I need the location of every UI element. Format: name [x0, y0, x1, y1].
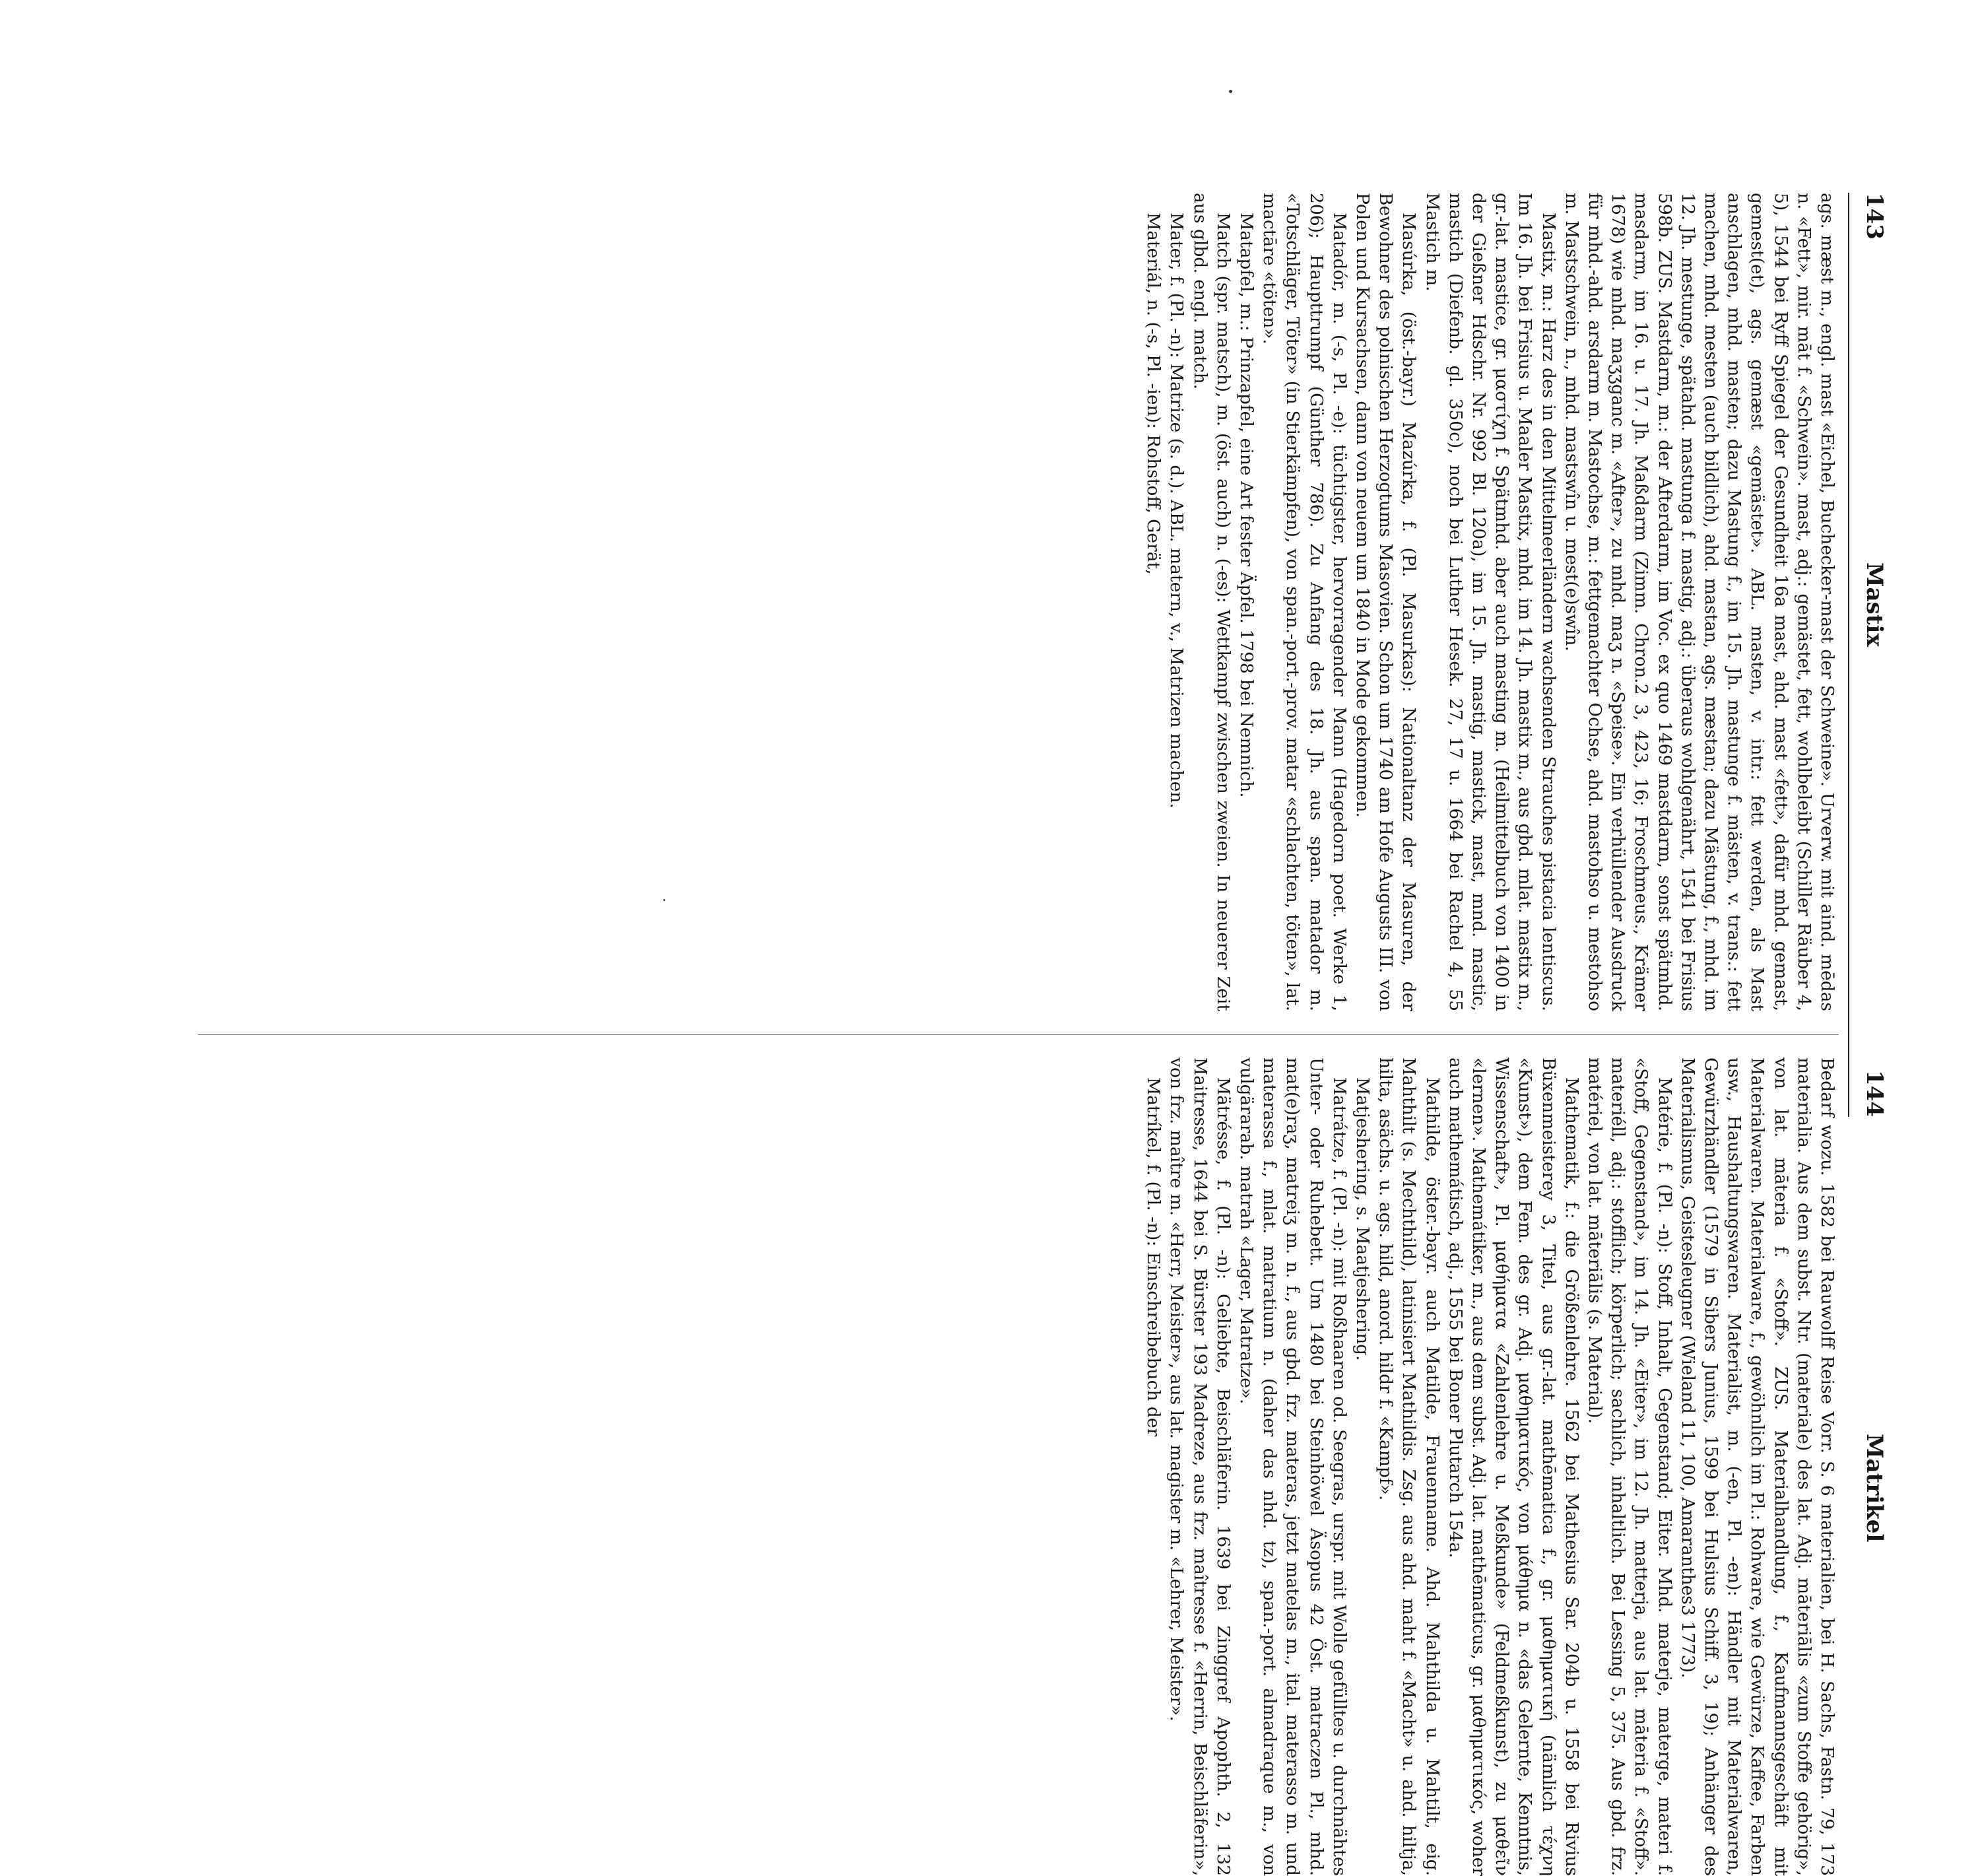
right-running-headword: Matrikel: [1861, 1434, 1888, 1543]
entry-paragraph: Masúrka, (öst.-bayr.) Mazúrka, f. (Pl. Masurkas): Nationaltanz der Masuren, der Bewohner des polnischen Herzogtums Masovien. Schon um 1740 am Hofe Augusts III. von Polen und Kursachsen, dann von neuem um 1840 in Mode gekommen.: [1352, 193, 1420, 1011]
left-text-column: [1142, 193, 1839, 1011]
scan-speck: [663, 899, 665, 901]
entry-paragraph: Materiál, n. (-s, Pl. -ien): Rohstoff, Gerät,: [1143, 213, 1164, 575]
entry-paragraph: Matérie, f. (Pl. -n): Stoff, Inhalt, Gegenstand; Eiter. Mhd. materje, materge, materi f. «Stoff, Gegenstand», im 14. Jh. «Eiter», im 12. Jh. matterja, aus lat. māteria f. «Stoff». materiéll, adj.: stofflich; körperlich; sachlich, inhaltlich. Bei Lessing 5, 375. Aus gbd. frz. matériel, von lat. māteriālis (s. Material).: [1584, 1057, 1675, 1876]
entry-paragraph: Matadór, m. (-s, Pl. -e): tüchtigster, hervorragender Mann (Hagedorn poet. Werke 1, 206); Haupttrumpf (Günther 786). Zu Anfang des 18. Jh. aus span. matador m. «Totschläger, Töter» (in Stierkämpfen), von span.-port.-prov. matar «schlachten, töten», lat. mactāre «töten».: [1259, 193, 1350, 1011]
entry-paragraph: Mätrésse, f. (Pl. -n): Geliebte, Beischläferin. 1639 bei Zinggref Apophth. 2, 132 Maitresse, 1644 bei S. Bürster 193 Madreze, aus frz. maîtresse f. «Herrin, Beischläferin», von frz. maître m. «Herr, Meister», aus lat. magister m. «Lehrer, Meister».: [1166, 1057, 1234, 1876]
column-divider: [198, 1034, 1839, 1035]
scan-speck: [1229, 90, 1232, 93]
header-rule: [1848, 193, 1849, 1117]
entry-paragraph: Mastix, m.: Harz des in den Mittelmeerländern wachsenden Strauches pistacia lentiscus. Im 16. Jh. bei Frisius u. Maaler Mastix, mhd. im 14. Jh. mastix m., aus gbd. mlat. mastix m., gr.-lat. mastice, gr. μαστίχη f. Spätmhd. aber auch masting m. (Heilmittelbuch von 1400 in der Gießner Hdschr. Nr. 992 Bl. 120a), im 15. Jh. mastig, mastick, mast, mnd. mastic, mastich (Diefenb. gl. 350c), noch bei Luther Hesek. 27, 17 u. 1664 bei Rachel 4, 55 Mastich m.: [1422, 193, 1559, 1011]
entry-paragraph: Matríkel, f. (Pl. -n): Einschreibebuch der: [1143, 1077, 1164, 1437]
running-header: [1840, 193, 1888, 1543]
entry-paragraph: Bedarf wozu. 1582 bei Rauwolff Reise Vorr. S. 6 materialien, bei H. Sachs, Fastn. 79, 173 materialia. Aus dem subst. Ntr. (materiale) des lat. Adj. māteriālis «zum Stoffe gehörig», von lat. māteria f. «Stoff». ZUS. Materialhandlung, f., Kaufmannsgeschäft mit Materialwaren. Materialware, f., gewöhnlich im Pl.: Rohware, wie Gewürze, Kaffee, Farben usw., Haushaltungswaren. Materialist, m. (-en, Pl. -en): Händler mit Materialwaren, Gewürzhändler (1579 in Sibers Junius, 1599 bei Hulsius Schiff. 3, 19); Anhänger des Materialismus, Geistesleugner (Wieland 11, 100, Amaranthes3 1773).: [1677, 1057, 1837, 1876]
entry-paragraph: Matrátze, f. (Pl. -n): mit Roßhaaren od. Seegras, urspr. mit Wolle gefülltes u. durchnähtes Unter- oder Ruhebett. Um 1480 bei Steinhöwel Äsopus 42 Öst. matraczen Pl., mhd. mat(e)raʒ, matreiʒ m. n. f., aus gbd. frz. materas, jetzt matelas m., ital. materasso m. und materassa f., mlat. matratium n. (daher das nhd. tz), span.-port. almadraque m., von vulgärarab. matrah «Lager, Matratze».: [1236, 1057, 1350, 1876]
right-text-column: [1142, 1057, 1839, 1876]
entry-paragraph: Mathilde, öster.-bayr. auch Matilde, Frauenname. Ahd. Mahthilda u. Mahtilt, eig. Mahthilt (s. Mechthild), latinisiert Mathildis. Zsg. aus ahd. maht f. «Macht» u. ahd. hiltja, hilta, asächs. u. ags. hild, anord. hildr f. «Kampf».: [1375, 1057, 1443, 1876]
entry-paragraph: ags. mæst m., engl. mast «Eichel, Buchecker-mast der Schweine». Urverw. mit aind. mēdas n. «Fett», mir. māt f. «Schwein». mast, adj.: gemästet, fett, wohlbeleibt (Schiller Räuber 4, 5), 1544 bei Ryff Spiegel der Gesundheit 16a mast, ahd. mast «fett», dafür mhd. gemast, gemest(et), ags. gemæst «gemästet». ABL. masten, v. intr.: fett werden, als Mast anschlagen, mhd. masten; dazu Mastung f., im 15. Jh. mastunge f. mästen, v. trans.: fett machen, mhd. mesten (auch bildlich), ahd. mastan, ags. mæstan; dazu Mästung, f., mhd. im 12. Jh. mestunge, spätahd. mastunga f. mastig, adj.: überaus wohlgenährt, 1541 bei Frisius 598b. ZUS. Mastdarm, m.: der Afterdarm, im Voc. ex quo 1469 mastdarm, sonst spätmhd. masdarm, im 16. u. 17. Jh. Maßdarm (Zimm. Chron.2 3, 423, 16; Froschmeus., Krämer 1678) wie mhd. maʒʒganc m. «After», zu mhd. maʒ n. «Speise». Ein verhüllender Ausdruck für mhd.-ahd. arsdarm m. Mastochse, m.: fettgemachter Ochse, ahd. mastohso u. mestohso m. Mastschwein, n., mhd. mastswîn u. mest(e)swîn.: [1561, 193, 1837, 1011]
left-page-number: 143: [1861, 193, 1888, 240]
entry-paragraph: Matapfel, m.: Prinzapfel, eine Art fester Äpfel. 1798 bei Nemnich.: [1236, 213, 1257, 798]
dictionary-spread: [198, 193, 1888, 1876]
entry-paragraph: Mathematik, f.: die Größenlehre. 1562 bei Mathesius Sar. 204b u. 1558 bei Rivius Büxenmeisterey 3, Titel, aus gr.-lat. mathēmatica f., gr. μαθηματική (nämlich τέχνη «Kunst»), dem Fem. des gr. Adj. μαθηματικός, von μάθημα n. «das Gelernte, Kenntnis, Wissenschaft», Pl. μαθήματα «Zahlenlehre u. Meßkunde» (Feldmeßkunst), zu μαθεῖν «lernen». Mathemátiker, m., aus dem subst. Adj. lat. mathēmaticus, gr. μαθηματικός, woher auch mathemátisch, adj., 1555 bei Boner Plutarch 154a.: [1445, 1057, 1582, 1876]
right-page-number: 144: [1861, 1070, 1888, 1117]
entry-paragraph: Match (spr. matsch), m. (öst. auch) n. (-es): Wettkampf zwischen zweien. In neuerer Zeit aus glbd. engl. match.: [1189, 193, 1234, 1011]
entry-paragraph: Mater, f. (Pl. -n): Matrize (s. d.). ABL. matern, v., Matrizen machen.: [1166, 213, 1187, 809]
entry-paragraph: Matjeshering, s. Maatjeshering.: [1352, 1077, 1373, 1361]
left-running-headword: Mastix: [1861, 562, 1888, 647]
